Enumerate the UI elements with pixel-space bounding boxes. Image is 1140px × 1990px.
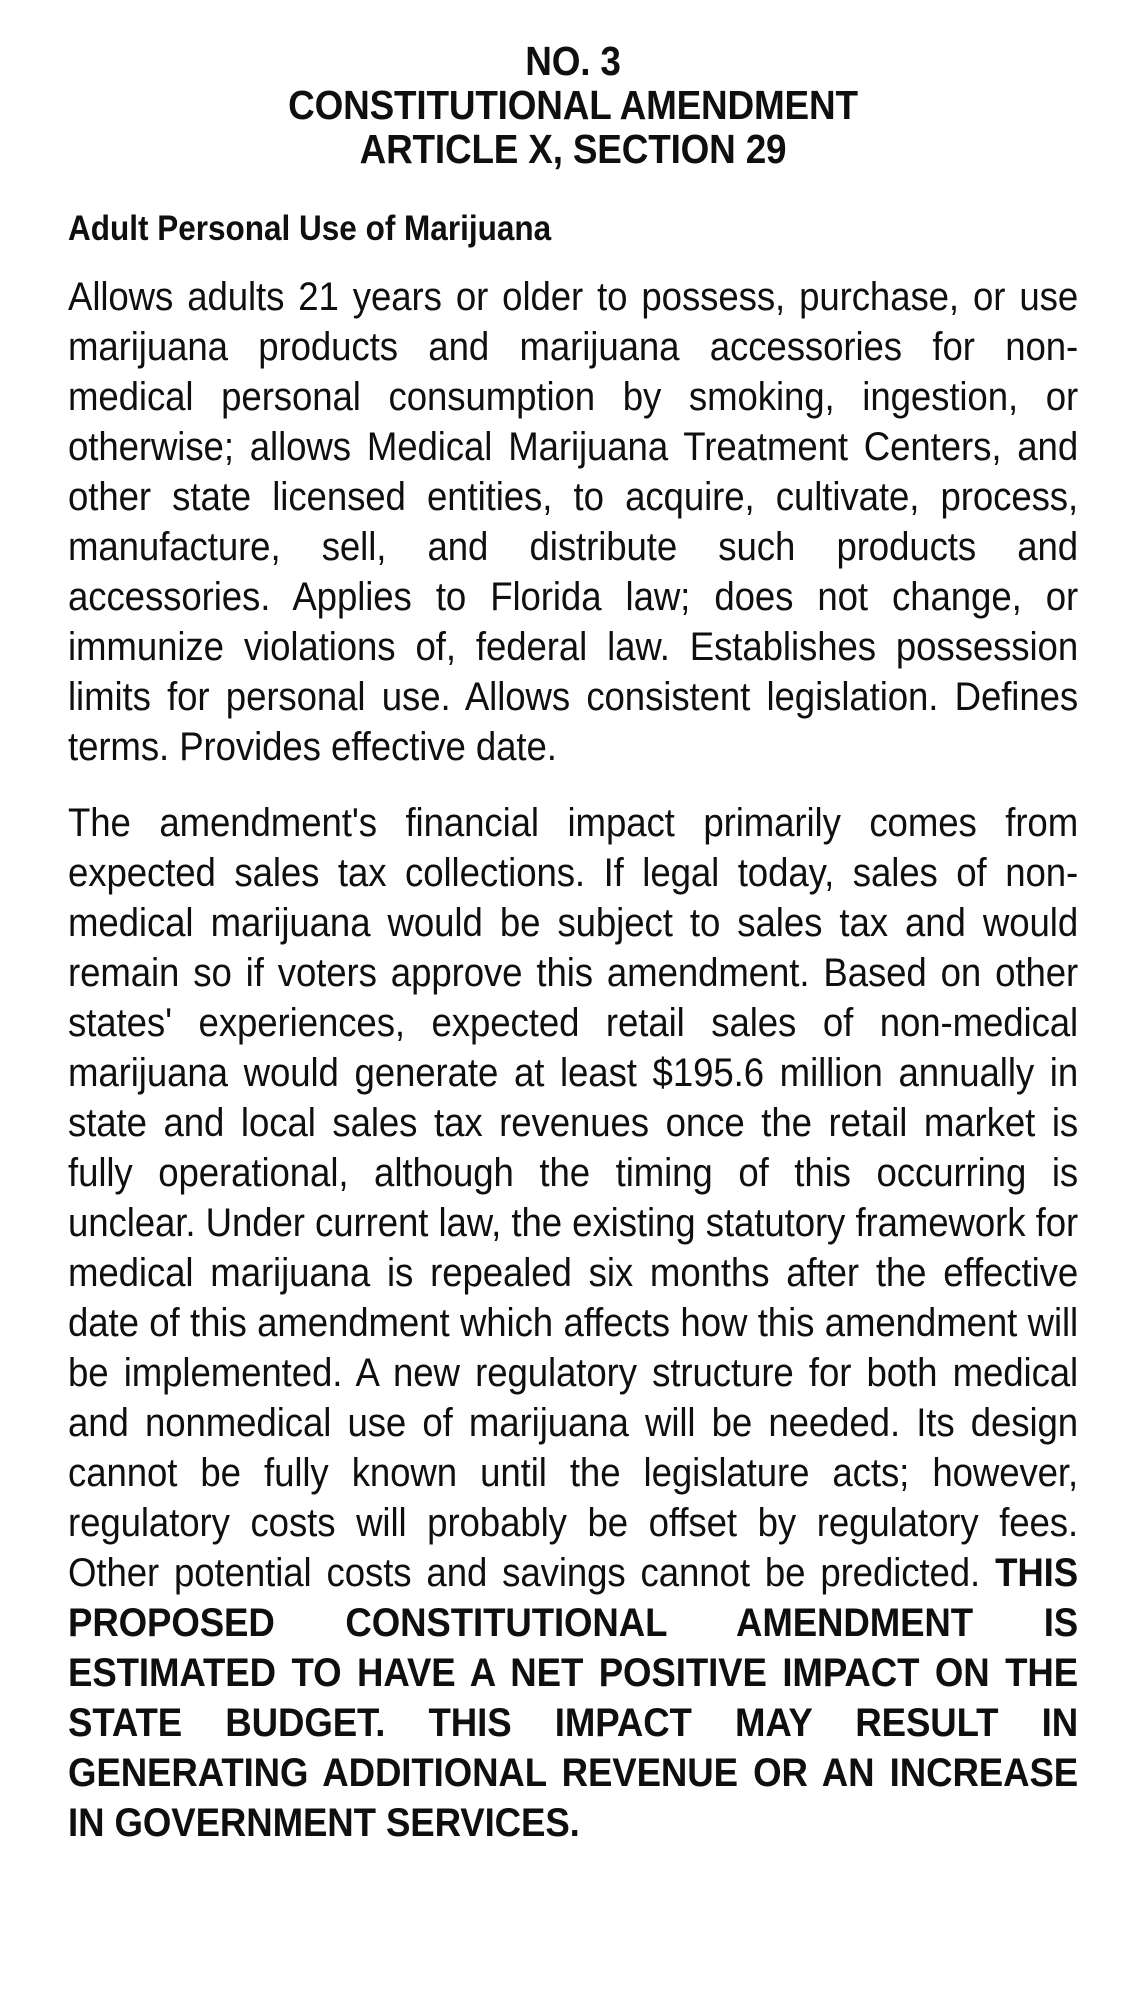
financial-impact-text: The amendment's financial impact primarily comes from expected sales tax collections. If legal today, sales of non-medical marijuana would be subject to sales tax and would remain so if voters approve this amendment. Based on other states' experiences, expected retail sales of non-medical marijuana would generate at least $195.6 million annually in state and local sales tax revenues once the retail market is fully operational, although the timing of this occurring is unclear. Under current law, the existing statutory framework for medical marijuana is repealed six months after the effective date of this amendment which affects how this amendment will be implemented. A new regulatory structure for both medical and nonmedical use of marijuana will be needed. Its design cannot be fully known until the legislature acts; however, regulatory costs will probably be offset by regulatory fees. Other potential costs and savings cannot be predicted. xyxy=(68,801,1079,1596)
summary-paragraph: Allows adults 21 years or older to possess, purchase, or use marijuana products and marijuana accessories for non-medical personal consumption by smoking, ingestion, or otherwise; allows Medical Marijuana Treatment Centers, and other state licensed entities, to acquire, cultivate, process, manufacture, sell, and distribute such products and accessories. Applies to Florida law; does not change, or immunize violations of, federal law. Establishes possession limits for personal use. Allows consistent legislation. Defines terms. Provides effective date. xyxy=(68,275,1079,770)
ballot-body xyxy=(68,272,1078,1848)
financial-impact-emphasis: THIS PROPOSED CONSTITUTIONAL AMENDMENT IS ESTIMATED TO HAVE A NET POSITIVE IMPACT ON THE STATE BUDGET. THIS IMPACT MAY RESULT IN GENERATING ADDITIONAL REVENUE OR AN INCREASE IN GOVERNMENT SERVICES. xyxy=(68,1551,1079,1846)
ballot-measure-title: Adult Personal Use of Marijuana xyxy=(68,208,552,248)
ballot-heading xyxy=(68,26,1078,172)
financial-impact-paragraph xyxy=(68,798,1078,1848)
amendment-type-line: CONSTITUTIONAL AMENDMENT xyxy=(288,81,858,128)
amendment-number-line: NO. 3 xyxy=(525,38,621,84)
amendment-citation-line: ARTICLE X, SECTION 29 xyxy=(359,125,787,172)
